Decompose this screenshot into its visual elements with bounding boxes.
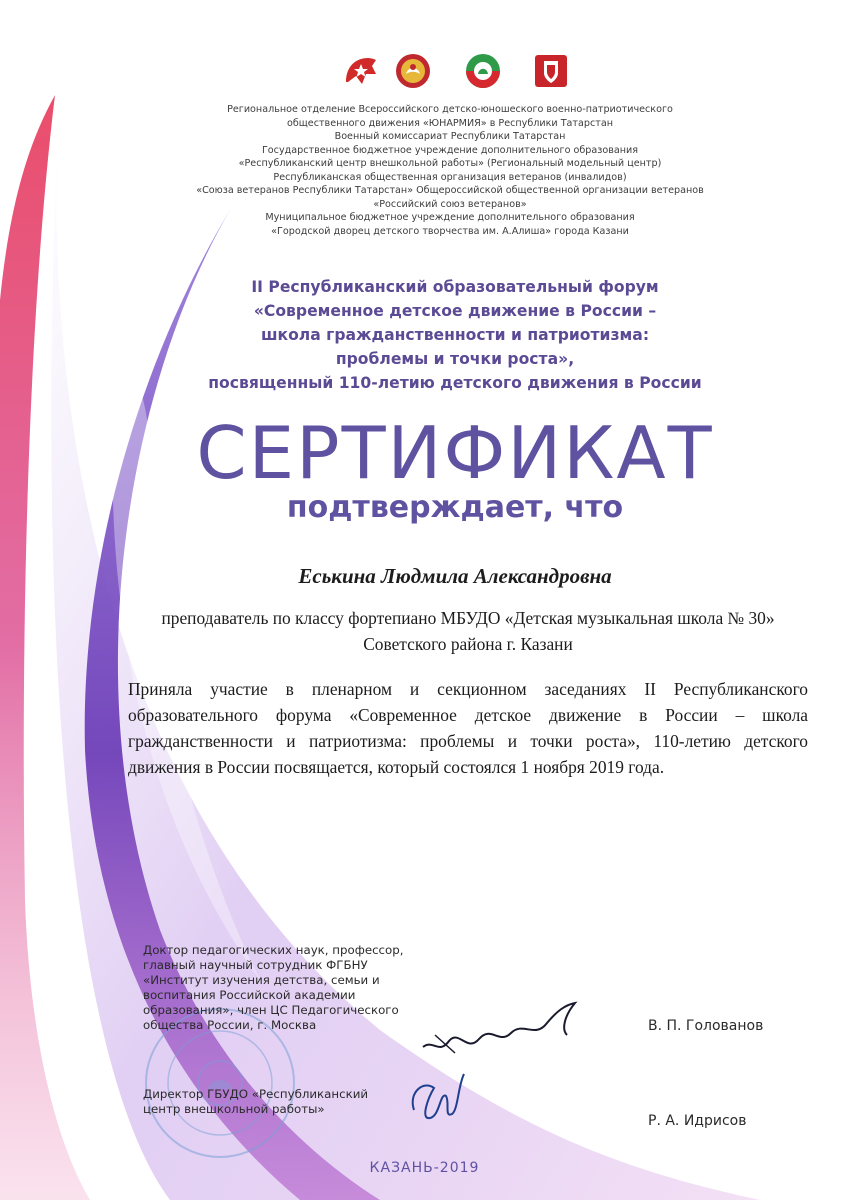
signatory-2-title: Директор ГБУДО «Республиканский центр внешкольной работы» [143,1087,369,1116]
recipient-name: Еськина Людмила Александровна [298,564,612,588]
logo-row [0,52,849,92]
signatory-2-name: Р. А. Идрисов [648,1113,747,1129]
signature-2 [400,1062,480,1132]
certificate-title: СЕРТИФИКАТ [196,411,714,495]
recipient-position: преподаватель по классу фортепиано МБУДО «Детская музыкальная школа № 30» Советского района г. Казани [161,608,775,654]
certificate-subtitle: подтверждает, что [286,490,624,525]
forum-line: проблемы и точки роста», [335,350,575,368]
signatory-1-title: Доктор педагогических наук, профессор, главный научный сотрудник ФГБНУ «Институт изучения детства, семьи и воспитания Российской академии образования», член ЦС Педагогического общества России, г. Москва [143,943,404,1032]
red-star-helmet-icon [342,52,380,90]
red-shield-crest-icon [532,52,570,90]
certificate-body: Приняла участие в пленарном и секционном заседаниях II Республиканского образовательного форума «Современное детское движение в России – школа гражданственности и патриотизма: проблемы и точки роста», 110-летию детского движения в России посвящается, который состоялся 1 ноября 2019 года. [128,679,808,777]
organizers-block [150,103,750,238]
tatarstan-emblem-icon [394,52,432,90]
organizer-line: Муниципальное бюджетное учреждение дополнительного образования [265,212,635,223]
organizer-line: «Российский союз ветеранов» [373,198,527,210]
organizer-line: Республиканская общественная организация ветеранов (инвалидов) [273,171,627,183]
organizer-line: «Городской дворец детского творчества им. А.Алиша» города Казани [271,225,629,237]
organizer-line: Государственное бюджетное учреждение дополнительного образования [261,144,639,156]
organizer-line: общественного движения «ЮНАРМИЯ» в Республики Татарстан [286,117,614,129]
signature-1 [415,995,595,1065]
city-year: КАЗАНЬ-2019 [369,1160,480,1176]
organizer-line: «Республиканский центр внешкольной работы» (Региональный модельный центр) [238,158,662,169]
signatory-1-name: В. П. Голованов [648,1018,764,1034]
organizer-line: Военный комиссариат Республики Татарстан [334,131,566,142]
forum-line: школа гражданственности и патриотизма: [260,326,650,344]
forum-heading [100,275,810,395]
forum-line: «Современное детское движение в России – [253,302,657,320]
forum-line: II Республиканский образовательный форум [251,278,659,296]
forum-line: посвященный 110-летию детского движения в России [208,374,702,392]
organizer-line: «Союза ветеранов Республики Татарстан» Общероссийской общественной организации ветеранов [196,185,704,196]
organizer-line: Региональное отделение Всероссийского детско-юношеского военно-патриотического [227,104,673,115]
tatarstan-flag-circle-icon [464,52,502,90]
